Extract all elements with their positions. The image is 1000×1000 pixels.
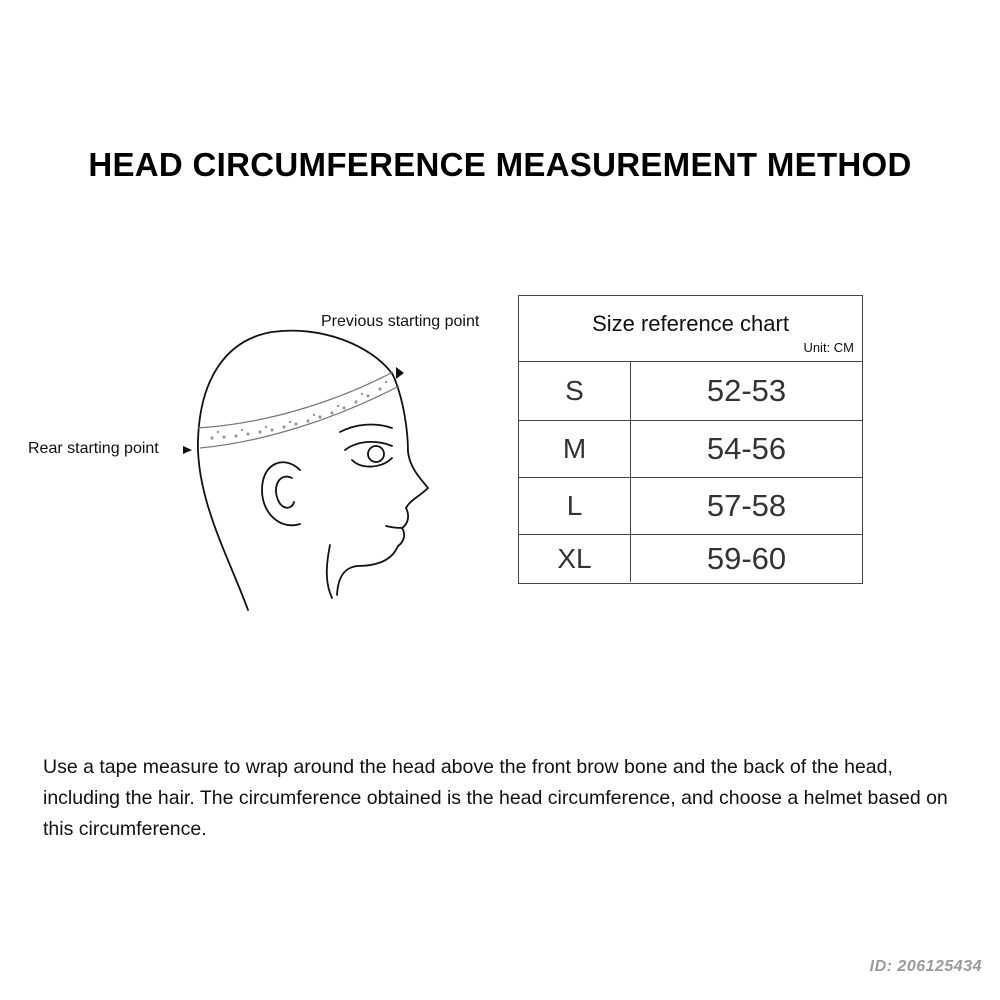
range-cell: 52-53 — [706, 373, 787, 408]
table-row — [519, 535, 862, 582]
size-cell: XL — [519, 535, 631, 582]
table-row — [519, 421, 862, 478]
table-header — [519, 296, 862, 362]
eye-outline — [345, 442, 392, 450]
size-cell: M — [519, 421, 631, 477]
size-cell: S — [519, 362, 631, 420]
page-title: HEAD CIRCUMFERENCE MEASUREMENT METHOD — [88, 146, 912, 183]
rear-starting-point-label: Rear starting point — [28, 440, 159, 457]
table-row — [519, 478, 862, 535]
arrow-rear-icon — [183, 446, 192, 454]
measurement-instructions: Use a tape measure to wrap around the head above the front brow bone and the back of the head, including the hair. The circumference obtained is the head circumference, and choose a helmet based on this circumference. — [43, 756, 948, 840]
range-cell: 59-60 — [706, 540, 787, 576]
size-cell: L — [519, 478, 631, 534]
table-unit: Unit: CM — [803, 340, 854, 355]
neck-line — [327, 545, 332, 598]
image-id-watermark: ID: 206125434 — [869, 958, 982, 975]
table-title: Size reference chart — [592, 311, 789, 336]
ear-outline — [262, 462, 300, 525]
head-illustration — [0, 290, 520, 630]
range-cell: 57-58 — [706, 488, 787, 523]
arrow-previous-icon — [396, 367, 404, 379]
head-outline — [198, 331, 393, 610]
range-cell: 54-56 — [706, 431, 787, 466]
tape-measure — [198, 372, 399, 448]
table-row — [519, 362, 862, 421]
size-reference-table — [518, 295, 863, 584]
previous-starting-point-label: Previous starting point — [321, 313, 480, 330]
